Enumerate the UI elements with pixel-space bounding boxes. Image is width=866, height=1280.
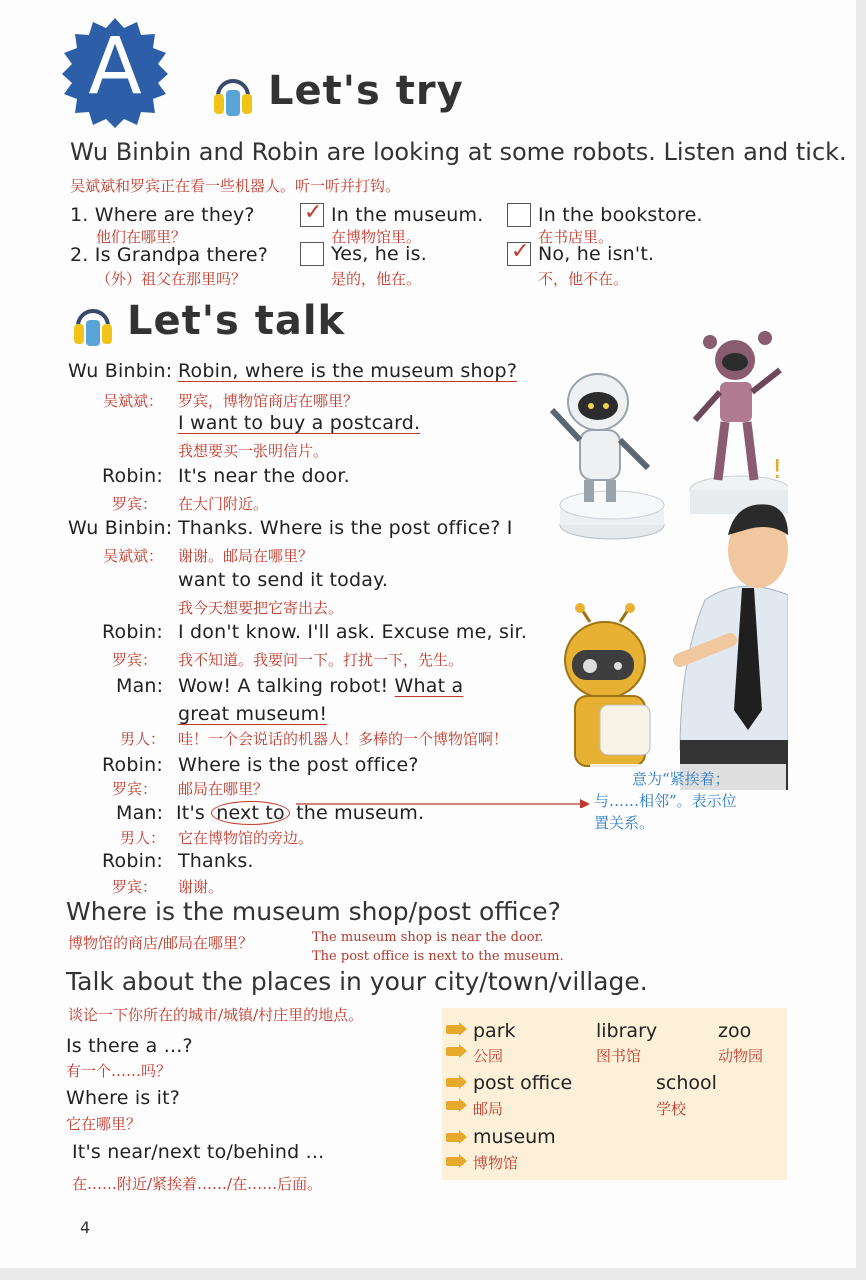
pattern-answer-1: The museum shop is near the door. <box>312 930 544 945</box>
word-park-cn: 公园 <box>473 1047 504 1065</box>
q1-opt2-checkbox[interactable] <box>507 203 531 227</box>
speaker-robin: Robin: <box>102 621 163 643</box>
arrow-bullet-icon <box>446 1078 460 1087</box>
robots-illustration <box>530 330 788 790</box>
q2-opt2-cn: 不，他不在。 <box>538 270 629 288</box>
speaker-robin-cn: 罗宾： <box>112 495 158 513</box>
phrase-2: Where is it? <box>66 1087 181 1109</box>
next-to-phrase: next to <box>211 801 290 825</box>
arrow-bullet-icon <box>446 1047 460 1056</box>
line-10-cn: 它在博物馆的旁边。 <box>178 829 314 847</box>
instruction-en: Wu Binbin and Robin are looking at some robots. Listen and tick. <box>70 138 847 166</box>
q2-opt2-label: No, he isn't. <box>538 243 655 265</box>
q2-text: 2. Is Grandpa there? <box>70 244 269 266</box>
speaker-man-cn: 男人： <box>120 730 166 748</box>
line-1-cn: 罗宾，博物馆商店在哪里？ <box>178 392 359 410</box>
speaker-robin-cn: 罗宾： <box>112 780 158 798</box>
word-post-office: post office <box>473 1072 573 1094</box>
note-arrow <box>296 793 590 805</box>
word-zoo: zoo <box>718 1020 752 1042</box>
arrow-bullet-icon <box>446 1133 460 1142</box>
tick-icon: ✓ <box>304 200 323 225</box>
speaker-man: Man: <box>116 675 164 697</box>
word-school-cn: 学校 <box>656 1100 687 1118</box>
note-line-1: 意为“紧挨着； <box>632 770 730 788</box>
word-zoo-cn: 动物园 <box>718 1047 764 1065</box>
line-9-cn: 邮局在哪里？ <box>178 780 269 798</box>
note-line-3: 置关系。 <box>594 814 655 832</box>
word-museum: museum <box>473 1126 556 1148</box>
q1-opt1-cn: 在博物馆里。 <box>331 228 422 246</box>
line-2: I want to buy a postcard. <box>178 412 421 434</box>
headphones-icon <box>212 70 254 120</box>
line-7-a: Wow! A talking robot! <box>178 675 395 697</box>
q2-opt1-cn: 是的，他在。 <box>331 270 422 288</box>
talk-about-title: Talk about the places in your city/town/village. <box>66 967 648 996</box>
line-1: Robin, where is the museum shop? <box>178 360 518 382</box>
line-10-c: the museum. <box>289 802 425 824</box>
lets-talk-title: Let's talk <box>127 298 346 344</box>
pattern-question: Where is the museum shop/post office? <box>66 897 561 926</box>
line-4-cn: 谢谢。邮局在哪里？ <box>178 547 314 565</box>
line-8-cn: 哇！一个会说话的机器人！多棒的一个博物馆啊！ <box>178 730 509 748</box>
line-5-cn: 我今天想要把它寄出去。 <box>178 599 344 617</box>
q2-opt2-checkbox[interactable] <box>507 239 531 266</box>
speaker-wu-binbin-cn: 吴斌斌： <box>103 547 164 565</box>
line-6: I don't know. I'll ask. Excuse me, sir. <box>178 621 528 643</box>
q1-opt2-label: In the bookstore. <box>538 204 703 226</box>
line-9: Where is the post office? <box>178 754 419 776</box>
q2-cn: （外）祖父在那里吗？ <box>96 270 247 288</box>
lets-try-title: Let's try <box>268 68 464 114</box>
line-4: Thanks. Where is the post office? I <box>178 517 513 539</box>
talk-about-title-cn: 谈论一下你所在的城市/城镇/村庄里的地点。 <box>68 1006 364 1024</box>
line-8: great museum! <box>178 703 328 725</box>
line-6-cn: 我不知道。我要问一下。打扰一下，先生。 <box>178 651 464 669</box>
phrase-3: It's near/next to/behind ... <box>72 1141 325 1163</box>
word-museum-cn: 博物馆 <box>473 1154 519 1172</box>
q2-opt1-checkbox[interactable] <box>300 242 324 266</box>
speaker-robin: Robin: <box>102 754 163 776</box>
q1-opt2-cn: 在书店里。 <box>538 228 614 246</box>
q1-text: 1. Where are they? <box>70 204 255 226</box>
q1-opt1-checkbox[interactable] <box>300 200 324 227</box>
speaker-wu-binbin-cn: 吴斌斌： <box>103 392 164 410</box>
pattern-answer-2: The post office is next to the museum. <box>312 949 564 964</box>
speaker-robin: Robin: <box>102 465 163 487</box>
line-7 <box>178 675 463 697</box>
word-library-cn: 图书馆 <box>596 1047 642 1065</box>
arrow-bullet-icon <box>446 1101 460 1110</box>
phrase-1: Is there a ...? <box>66 1035 193 1057</box>
phrase-2-cn: 它在哪里？ <box>66 1115 142 1133</box>
arrow-bullet-icon <box>446 1157 460 1166</box>
word-school: school <box>656 1072 717 1094</box>
word-park: park <box>473 1020 516 1042</box>
line-11: Thanks. <box>178 850 254 872</box>
pattern-question-cn: 博物馆的商店/邮局在哪里？ <box>68 934 254 952</box>
line-3-cn: 在大门附近。 <box>178 495 269 513</box>
word-post-office-cn: 邮局 <box>473 1100 504 1118</box>
line-5: want to send it today. <box>178 569 389 591</box>
line-2-cn: 我想要买一张明信片。 <box>178 442 329 460</box>
speaker-wu-binbin: Wu Binbin: <box>68 517 173 539</box>
speaker-robin-cn: 罗宾： <box>112 878 158 896</box>
section-badge <box>56 16 174 128</box>
speaker-wu-binbin: Wu Binbin: <box>68 360 173 382</box>
q1-opt1-label: In the museum. <box>331 204 484 226</box>
speaker-robin-cn: 罗宾： <box>112 651 158 669</box>
line-3: It's near the door. <box>178 465 350 487</box>
arrow-bullet-icon <box>446 1025 460 1034</box>
line-7-b: What a <box>394 675 464 697</box>
page-edge <box>856 0 866 1280</box>
page-bottom-edge <box>0 1268 866 1280</box>
tick-icon: ✓ <box>511 239 530 264</box>
q1-cn: 他们在哪里？ <box>96 228 187 246</box>
speaker-man: Man: <box>116 802 164 824</box>
q2-opt1-label: Yes, he is. <box>331 243 427 265</box>
headphones-icon <box>72 300 114 350</box>
svg-text:!: ! <box>772 455 783 485</box>
word-library: library <box>596 1020 658 1042</box>
note-line-2: 与……相邻”。表示位 <box>594 792 737 810</box>
instruction-cn: 吴斌斌和罗宾正在看一些机器人。听一听并打钩。 <box>70 177 401 195</box>
page-number: 4 <box>80 1218 91 1237</box>
line-11-cn: 谢谢。 <box>178 878 224 896</box>
phrase-1-cn: 有一个……吗？ <box>66 1062 172 1080</box>
speaker-robin: Robin: <box>102 850 163 872</box>
badge-letter: A <box>88 22 142 112</box>
phrase-3-cn: 在……附近/紧挨着……/在……后面。 <box>72 1175 323 1193</box>
line-10-a: It's <box>176 802 212 824</box>
speaker-man-cn: 男人： <box>120 829 166 847</box>
